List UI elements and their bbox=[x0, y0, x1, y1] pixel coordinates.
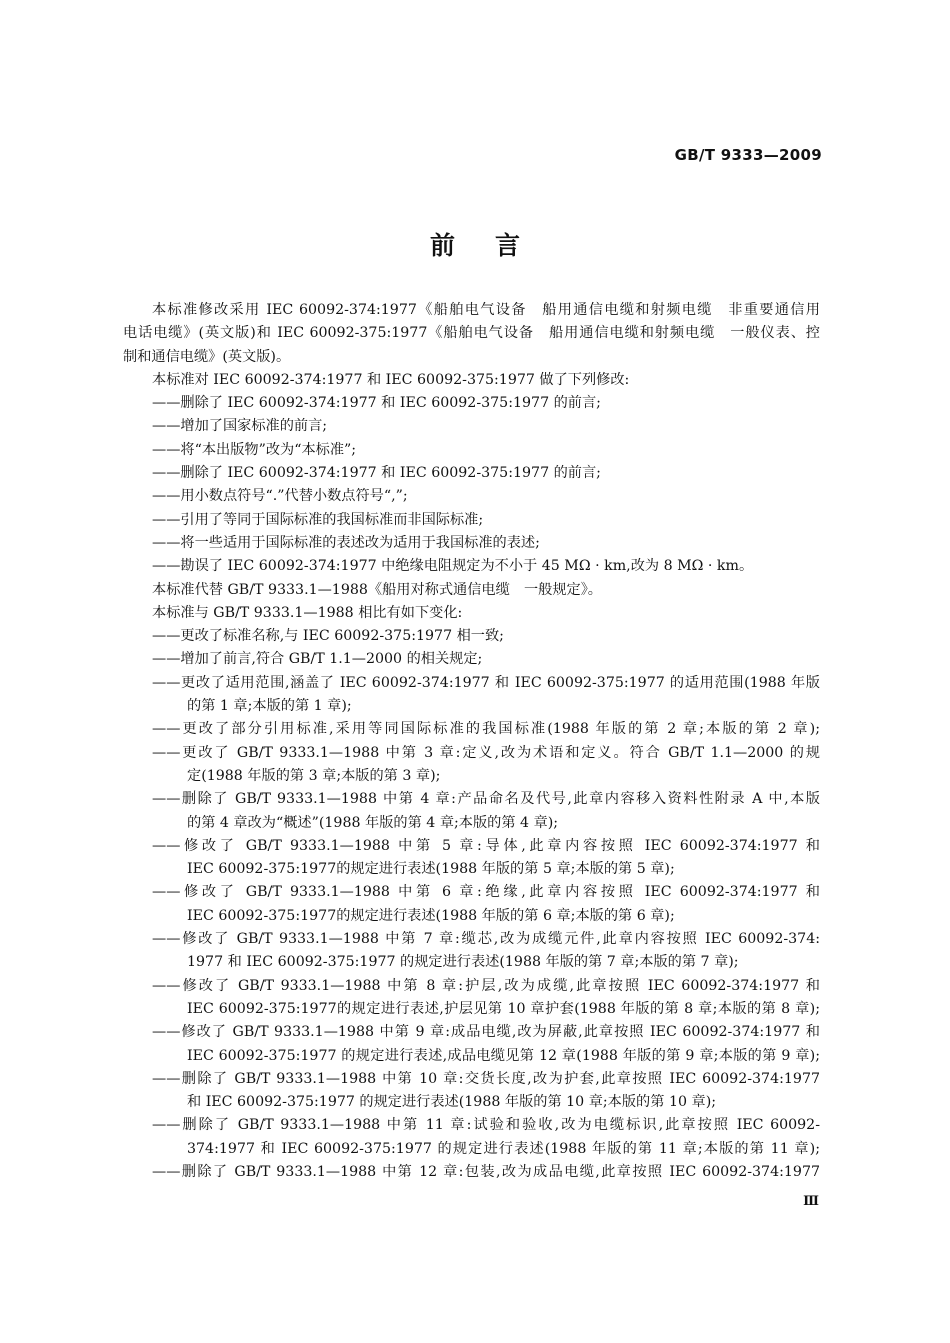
list-item: ——删除了 GB/T 9333.1—1988 中第 4 章:产品命名及代号,此章内容移入资料性附录 A 中,本版 bbox=[152, 791, 820, 808]
list-item-continuation: 和 IEC 60092-375:1977 的规定进行表述(1988 年版的第 10 章;本版的第 10 章); bbox=[187, 1094, 717, 1111]
paragraph-line: 电话电缆》(英文版)和 IEC 60092-375:1977《船舶电气设备 船用通信电缆和射频电缆 一般仪表、控 bbox=[123, 325, 820, 342]
paragraph-line: 本标准修改采用 IEC 60092-374:1977《船舶电气设备 船用通信电缆和射频电缆 非重要通信用 bbox=[152, 302, 820, 318]
paragraph-line: 本标准代替 GB/T 9333.1—1988《船用对称式通信电缆 一般规定》。 bbox=[152, 581, 602, 598]
list-item-continuation: 定(1988 年版的第 3 章;本版的第 3 章); bbox=[187, 767, 441, 784]
list-item-continuation: IEC 60092-375:1977的规定进行表述,护层见第 10 章护套(1988 年版的第 8 章;本版的第 8 章); bbox=[187, 1000, 820, 1017]
list-item-continuation: 374:1977 和 IEC 60092-375:1977 的规定进行表述(1988 年版的第 11 章;本版的第 11 章); bbox=[187, 1140, 820, 1157]
list-item: ——修改了 GB/T 9333.1—1988 中第 6 章:绝缘,此章内容按照 IEC 60092-374:1977 和 bbox=[152, 884, 820, 901]
list-item: ——删除了 GB/T 9333.1—1988 中第 12 章:包装,改为成品电缆,此章按照 IEC 60092-374:1977 bbox=[152, 1163, 820, 1180]
list-item-continuation: IEC 60092-375:1977的规定进行表述(1988 年版的第 6 章;本版的第 6 章); bbox=[187, 907, 675, 924]
list-item: ——引用了等同于国际标准的我国标准而非国际标准; bbox=[152, 511, 484, 528]
list-item: ——删除了 IEC 60092-374:1977 和 IEC 60092-375:1977 的前言; bbox=[152, 395, 601, 412]
paragraph-line: 本标准对 IEC 60092-374:1977 和 IEC 60092-375:1977 做了下列修改: bbox=[152, 371, 630, 388]
paragraph-line: 本标准与 GB/T 9333.1—1988 相比有如下变化: bbox=[152, 604, 463, 621]
list-item: ——增加了前言,符合 GB/T 1.1—2000 的相关规定; bbox=[152, 651, 483, 668]
page-number: Ⅲ bbox=[803, 1194, 819, 1209]
list-item: ——更改了 GB/T 9333.1—1988 中第 3 章:定义,改为术语和定义。符合 GB/T 1.1—2000 的规 bbox=[152, 744, 820, 761]
list-item: ——增加了国家标准的前言; bbox=[152, 418, 328, 435]
list-item: ——修改了 GB/T 9333.1—1988 中第 8 章:护层,改为成缆,此章按照 IEC 60092-374:1977 和 bbox=[152, 977, 820, 994]
list-item-continuation: 1977 和 IEC 60092-375:1977 的规定进行表述(1988 年版的第 7 章;本版的第 7 章); bbox=[187, 954, 739, 971]
list-item-continuation: 的第 1 章;本版的第 1 章); bbox=[187, 698, 352, 715]
list-item: ——删除了 IEC 60092-374:1977 和 IEC 60092-375:1977 的前言; bbox=[152, 465, 601, 482]
list-item: ——将一些适用于国际标准的表述改为适用于我国标准的表述; bbox=[152, 534, 540, 551]
list-item: ——勘误了 IEC 60092-374:1977 中绝缘电阻规定为不小于 45 MΩ · km,改为 8 MΩ · km。 bbox=[152, 558, 754, 575]
page-title: 前言 bbox=[429, 231, 560, 260]
paragraph-line: 制和通信电缆》(英文版)。 bbox=[123, 348, 291, 365]
list-item-continuation: IEC 60092-375:1977的规定进行表述(1988 年版的第 5 章;本版的第 5 章); bbox=[187, 861, 675, 878]
list-item: ——修改了 GB/T 9333.1—1988 中第 9 章:成品电缆,改为屏蔽,此章按照 IEC 60092-374:1977 和 bbox=[152, 1024, 820, 1041]
list-item: ——将“本出版物”改为“本标准”; bbox=[152, 441, 357, 458]
list-item-continuation: IEC 60092-375:1977 的规定进行表述,成品电缆见第 12 章(1988 年版的第 9 章;本版的第 9 章); bbox=[187, 1047, 820, 1064]
list-item: ——更改了标准名称,与 IEC 60092-375:1977 相一致; bbox=[152, 628, 504, 645]
list-item: ——用小数点符号“.”代替小数点符号“,”; bbox=[152, 488, 408, 505]
list-item: ——删除了 GB/T 9333.1—1988 中第 11 章:试验和验收,改为电缆标识,此章按照 IEC 60092- bbox=[152, 1117, 820, 1134]
foreword-body bbox=[123, 299, 820, 1184]
standard-code: GB/T 9333—2009 bbox=[674, 146, 822, 164]
list-item: ——更改了适用范围,涵盖了 IEC 60092-374:1977 和 IEC 60092-375:1977 的适用范围(1988 年版 bbox=[152, 674, 820, 691]
list-item: ——修改了 GB/T 9333.1—1988 中第 5 章:导体,此章内容按照 IEC 60092-374:1977 和 bbox=[152, 837, 820, 854]
list-item: ——删除了 GB/T 9333.1—1988 中第 10 章:交货长度,改为护套,此章按照 IEC 60092-374:1977 bbox=[152, 1070, 820, 1087]
list-item: ——更改了部分引用标准,采用等同国际标准的我国标准(1988 年版的第 2 章;本版的第 2 章); bbox=[152, 721, 820, 738]
list-item-continuation: 的第 4 章改为“概述”(1988 年版的第 4 章;本版的第 4 章); bbox=[187, 814, 559, 831]
list-item: ——修改了 GB/T 9333.1—1988 中第 7 章:缆芯,改为成缆元件,此章内容按照 IEC 60092-374: bbox=[152, 931, 820, 948]
